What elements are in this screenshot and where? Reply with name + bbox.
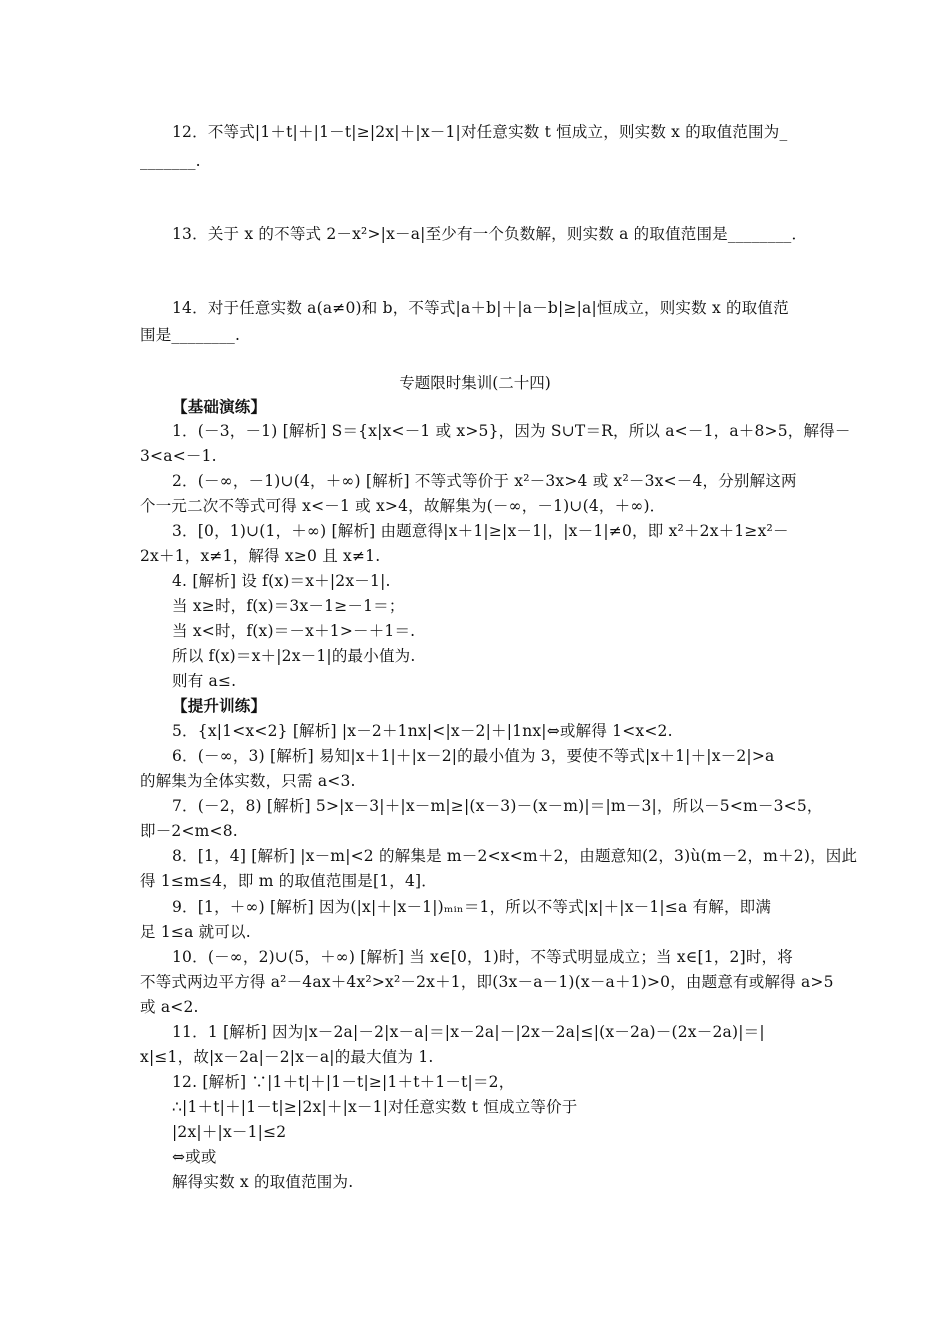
- answer-line: 10．(－∞，2)∪(5，＋∞) [解析] 当 x∈[0，1)时，不等式明显成立；当 x∈[1，2]时，将: [172, 948, 793, 966]
- answer-line: ∴|1＋t|＋|1－t|≥|2x|＋|x－1|对任意实数 t 恒成立等价于: [172, 1098, 578, 1116]
- answer-line: 解得实数 x 的取值范围为.: [172, 1173, 354, 1191]
- answer-line: 或 a<2.: [140, 998, 199, 1016]
- answer-line: 7．(－2，8) [解析] 5>|x－3|＋|x－m|≥|(x－3)－(x－m)|＝|m－3|，所以－5<m－3<5，: [172, 797, 823, 815]
- problem-12-line1: 12．不等式|1＋t|＋|1－t|≥|2x|＋|x－1|对任意实数 t 恒成立，则实数 x 的取值范围为_: [172, 123, 788, 141]
- answer-line: 3<a<－1.: [140, 447, 217, 465]
- answer-line: ⇔或或: [172, 1148, 217, 1166]
- answer-line: 1．(－3，－1) [解析] S＝{x|x<－1 或 x>5}，因为 S∪T＝R，所以 a<－1，a＋8>5，解得－: [172, 422, 851, 440]
- answer-line: x|≤1，故|x－2a|－2|x－a|的最大值为 1.: [140, 1048, 434, 1066]
- problem-14-line2: 围是________.: [140, 326, 241, 344]
- answer-line: |2x|＋|x－1|≤2: [172, 1123, 287, 1141]
- answer-line: 得 1≤m≤4，即 m 的取值范围是[1，4]．: [140, 872, 437, 890]
- answer-line: 6．(－∞，3) [解析] 易知|x＋1|＋|x－2|的最小值为 3，要使不等式|x＋1|＋|x－2|>a: [172, 747, 775, 765]
- answer-line: 8．[1，4] [解析] |x－m|<2 的解集是 m－2<x<m＋2，由题意知(2，3)ù(m－2，m＋2)，因此: [172, 847, 858, 865]
- answer-line: 足 1≤a 就可以.: [140, 923, 251, 941]
- section-basic: 【基础演练】: [172, 397, 267, 416]
- problem-13-line1: 13．关于 x 的不等式 2－x²>|x－a|至少有一个负数解，则实数 a 的取值范围是________．: [172, 225, 808, 243]
- problem-14-line1: 14．对于任意实数 a(a≠0)和 b，不等式|a＋b|＋|a－b|≥|a|恒成立，则实数 x 的取值范: [172, 299, 789, 317]
- answer-line: 的解集为全体实数，只需 a<3.: [140, 772, 356, 790]
- answer-line: 当 x≥时，f(x)＝3x－1≥－1＝；: [172, 597, 405, 615]
- answer-line: 个一元二次不等式可得 x<－1 或 x>4，故解集为(－∞，－1)∪(4，＋∞)．: [140, 497, 666, 515]
- answer-line: 9．[1，＋∞) [解析] 因为(|x|＋|x－1|)ₘᵢₙ＝1，所以不等式|x|＋|x－1|≤a 有解，即满: [172, 898, 772, 916]
- answer-line: 所以 f(x)＝x＋|2x－1|的最小值为.: [172, 647, 416, 665]
- answer-line: 12. [解析] ∵|1＋t|＋|1－t|≥|1＋t＋1－t|＝2，: [172, 1073, 515, 1091]
- answer-line: 4. [解析] 设 f(x)＝x＋|2x－1|.: [172, 572, 391, 590]
- answer-line: 2．(－∞，－1)∪(4，＋∞) [解析] 不等式等价于 x²－3x>4 或 x²－3x<－4，分别解这两: [172, 472, 797, 490]
- section-advanced: 【提升训练】: [172, 696, 267, 715]
- answer-line: 即－2<m<8.: [140, 822, 238, 840]
- answer-line: 5．{x|1<x<2} [解析] |x－2＋1nx|<|x－2|＋|1nx|⇔或解得 1<x<2.: [172, 722, 673, 740]
- answer-line: 11．1 [解析] 因为|x－2a|－2|x－a|＝|x－2a|－|2x－2a|≤|(x－2a)－(2x－2a)|＝|: [172, 1023, 765, 1041]
- answer-line: 当 x<时，f(x)＝－x＋1>－＋1＝.: [172, 622, 416, 640]
- answer-line: 不等式两边平方得 a²－4ax＋4x²>x²－2x＋1，即(3x－a－1)(x－a＋1)>0，由题意有或解得 a>5: [140, 973, 834, 991]
- answer-line: 则有 a≤.: [172, 672, 237, 690]
- answer-line: 2x＋1，x≠1，解得 x≥0 且 x≠1.: [140, 547, 381, 565]
- answers-title: 专题限时集训(二十四): [399, 374, 551, 392]
- problem-12-line2: _______.: [140, 152, 201, 170]
- answer-line: 3．[0，1)∪(1，＋∞) [解析] 由题意得|x＋1|≥|x－1|，|x－1|≠0，即 x²＋2x＋1≥x²－: [172, 522, 789, 540]
